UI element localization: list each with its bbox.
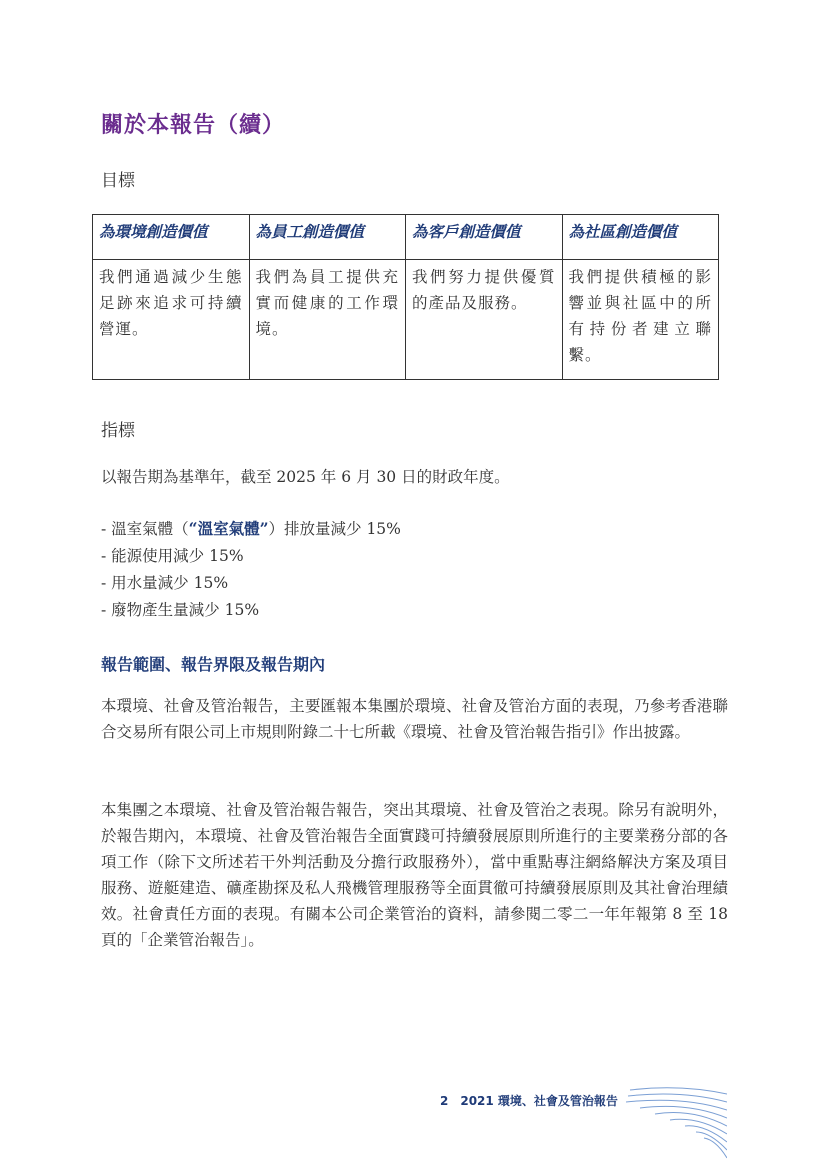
table-header-cell: 為員工創造價值 bbox=[249, 215, 406, 260]
table-header-cell: 為社區創造價值 bbox=[562, 215, 719, 260]
table-cell: 我們提供積極的影響並與社區中的所有持份者建立聯繫。 bbox=[562, 260, 719, 380]
table-cell: 我們努力提供優質的產品及服務。 bbox=[406, 260, 563, 380]
table-row bbox=[93, 260, 719, 380]
ghg-term: “溫室氣體” bbox=[188, 519, 269, 538]
table-cell: 我們為員工提供充實而健康的工作環境。 bbox=[249, 260, 406, 380]
table-header-row bbox=[93, 215, 719, 260]
value-creation-table bbox=[92, 214, 719, 380]
table-header-cell: 為環境創造價值 bbox=[93, 215, 250, 260]
objectives-label: 目標 bbox=[101, 171, 135, 191]
list-item: - 廢物產生量減少 15% bbox=[101, 601, 260, 619]
page-footer bbox=[440, 1092, 618, 1109]
paragraph-scope: 本環境、社會及管治報告，主要匯報本集團於環境、社會及管治方面的表現，乃參考香港聯合交易所有限公司上市規則附錄二十七所載《環境、社會及管治報告指引》作出披露。 bbox=[101, 697, 728, 741]
list-item bbox=[101, 515, 401, 543]
decorative-swoosh-graphic bbox=[600, 1082, 727, 1162]
page-number: 2 bbox=[440, 1094, 449, 1108]
scope-heading: 報告範圍、報告界限及報告期內 bbox=[101, 655, 326, 674]
goal-ghg-prefix: - 溫室氣體（ bbox=[101, 520, 189, 538]
page-title: 關於本報告（續） bbox=[101, 112, 286, 138]
basis-text: 以報告期為基準年，截至 2025 年 6 月 30 日的財政年度。 bbox=[101, 468, 510, 486]
goal-ghg-suffix: ）排放量減少 15% bbox=[268, 520, 401, 538]
list-item: - 能源使用減少 15% bbox=[101, 547, 244, 565]
table-cell: 我們通過減少生態足跡來追求可持續營運。 bbox=[93, 260, 250, 380]
report-name: 2021 環境、社會及管治報告 bbox=[460, 1094, 618, 1108]
list-item: - 用水量減少 15% bbox=[101, 574, 229, 592]
paragraph-boundary: 本集團之本環境、社會及管治報告報告，突出其環境、社會及管治之表現。除另有說明外，於報告期內，本環境、社會及管治報告全面實踐可持續發展原則所進行的主要業務分部的各項工作（除下文所述若干外判活動及分擔行政服務外），當中重點專注網絡解決方案及項目服務、遊艇建造、礦產勘探及私人飛機管理服務等全面貫徹可持續發展原則及其社會治理績效。社會責任方面的表現。有關本公司企業管治的資料，請參閱二零二一年年報第 8 至 18 頁的「企業管治報告」。 bbox=[101, 801, 728, 949]
targets-label: 指標 bbox=[101, 421, 135, 441]
table-header-cell: 為客戶創造價值 bbox=[406, 215, 563, 260]
goals-list bbox=[101, 515, 401, 624]
